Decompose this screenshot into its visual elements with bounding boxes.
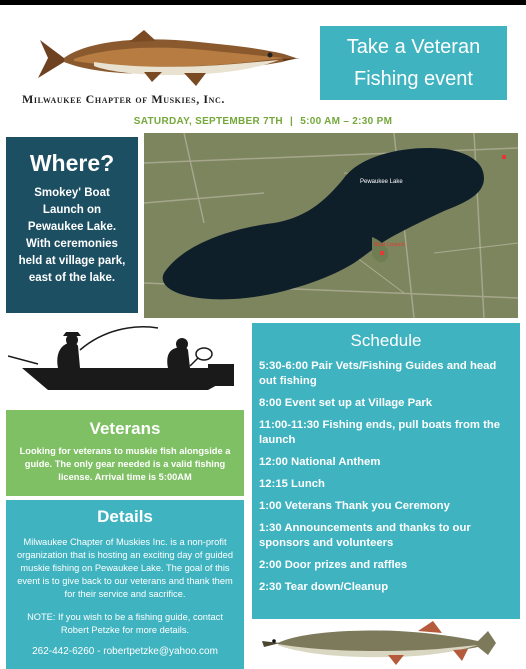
details-title: Details xyxy=(97,507,153,526)
schedule-item: 12:00 National Anthem xyxy=(259,456,381,468)
where-title: Where? xyxy=(29,150,115,176)
event-title-box xyxy=(320,26,507,100)
pewaukee-lake-map xyxy=(144,133,518,318)
where-description: Smokey' Boat Launch on Pewaukee Lake. With ceremonies held at village park, east of the lake. xyxy=(18,187,126,284)
event-date: SATURDAY, SEPTEMBER 7TH xyxy=(133,116,283,127)
veterans-panel xyxy=(6,410,244,496)
details-panel xyxy=(6,500,244,669)
where-panel xyxy=(6,137,138,313)
date-separator: | xyxy=(290,116,294,127)
event-title-line-2: Fishing event xyxy=(354,68,473,90)
top-border xyxy=(0,0,526,5)
details-description: Milwaukee Chapter of Muskies Inc. is a non-profit organization that is hosting an exciting day of guided muskie fishing on Pewaukee Lake. The goal of this event is to give back to our veterans and thank them for their service and sacrifice. xyxy=(16,537,234,599)
map-launch-label: Boat Launch xyxy=(374,242,405,248)
schedule-item: 1:00 Veterans Thank you Ceremony xyxy=(259,500,450,512)
muskie-fish-image xyxy=(258,617,502,667)
veterans-description: Looking for veterans to muskie fish alongside a guide. The only gear needed is a valid fishing license. Arrival time is 5:00AM xyxy=(19,446,231,482)
schedule-item: 8:00 Event set up at Village Park xyxy=(259,397,433,409)
schedule-panel xyxy=(252,323,520,619)
schedule-item: 11:00-11:30 Fishing ends, pull boats from the launch xyxy=(259,419,501,446)
schedule-item: 2:30 Tear down/Cleanup xyxy=(259,581,389,593)
org-name: Milwaukee Chapter of Muskies, Inc. xyxy=(22,92,226,106)
map-lake-label: Pewaukee Lake xyxy=(360,179,403,185)
date-time-line xyxy=(0,116,526,127)
schedule-title: Schedule xyxy=(350,331,422,350)
schedule-item: 2:00 Door prizes and raffles xyxy=(259,559,408,571)
schedule-item: 1:30 Announcements and thanks to our sponsors and volunteers xyxy=(259,522,471,549)
schedule-item: 5:30-6:00 Pair Vets/Fishing Guides and head out fishing xyxy=(259,360,497,387)
details-note: NOTE: If you wish to be a fishing guide, contact Robert Petzke for more details. xyxy=(27,612,223,635)
contact-info[interactable]: 262-442-6260 - robertpetzke@yahoo.com xyxy=(32,646,218,657)
fishing-boat-silhouette xyxy=(8,320,244,404)
schedule-list xyxy=(252,359,520,595)
schedule-item: 12:15 Lunch xyxy=(259,478,325,490)
event-time: 5:00 AM – 2:30 PM xyxy=(300,116,393,127)
event-title-line-1: Take a Veteran xyxy=(346,36,481,58)
muskie-logo-image xyxy=(34,28,304,90)
veterans-title: Veterans xyxy=(89,419,161,438)
